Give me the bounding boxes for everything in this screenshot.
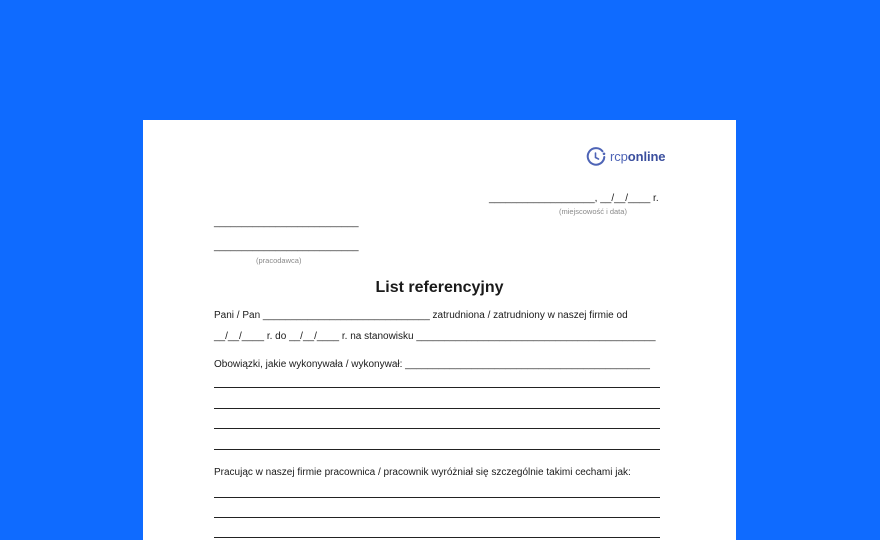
place-date-field: ___________________, __/__/____ r. xyxy=(489,193,659,204)
clock-icon xyxy=(585,146,607,168)
blank-rule xyxy=(214,408,660,409)
duties-line: Obowiązki, jakie wykonywała / wykonywał: ____________________________________________ xyxy=(214,359,650,370)
employer-caption: (pracodawca) xyxy=(256,256,302,265)
rcponline-logo xyxy=(585,146,665,168)
blank-rule xyxy=(214,517,660,518)
document-title: List referencyjny xyxy=(375,279,504,296)
traits-line: Pracując w naszej firmie pracownica / pracownik wyróżniał się szczególnie takimi cechami jak: xyxy=(214,467,631,478)
document-page xyxy=(143,120,736,540)
employee-line: Pani / Pan ______________________________ zatrudniona / zatrudniony w naszej firmie od xyxy=(214,310,628,321)
blank-rule xyxy=(214,537,660,538)
employer-line-1: __________________________ xyxy=(214,217,359,228)
employer-line-2: __________________________ xyxy=(214,241,359,252)
position-line: __/__/____ r. do __/__/____ r. na stanowisku ___________________________________________ xyxy=(214,331,656,342)
logo-text: rcponline xyxy=(610,149,666,164)
blank-rule xyxy=(214,387,660,388)
blank-rule xyxy=(214,497,660,498)
blank-rule xyxy=(214,428,660,429)
place-date-caption: (miejscowość i data) xyxy=(559,207,627,216)
blank-rule xyxy=(214,449,660,450)
